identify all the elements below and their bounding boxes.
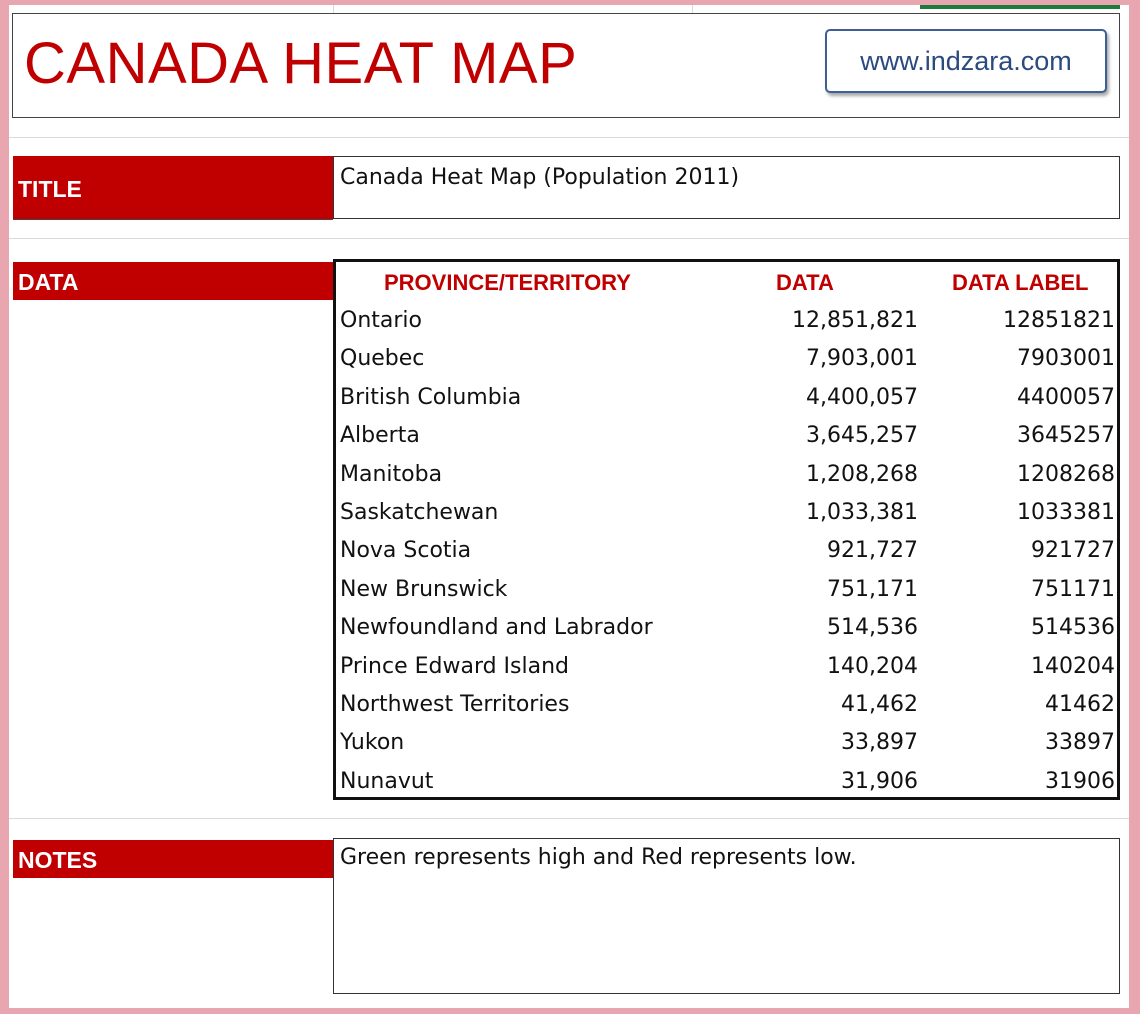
population-value: 751,171: [827, 576, 918, 602]
province-name: Nunavut: [340, 768, 434, 794]
population-label: 921727: [1031, 538, 1115, 564]
population-value: 7,903,001: [806, 346, 918, 372]
data-section-label: DATA: [13, 262, 333, 300]
population-value: 33,897: [841, 730, 918, 756]
population-value: 514,536: [827, 615, 918, 641]
gridline: [9, 818, 1129, 819]
province-name: Nova Scotia: [340, 538, 472, 564]
population-value: 140,204: [827, 653, 918, 679]
province-name: Alberta: [340, 423, 420, 449]
population-value: 3,645,257: [806, 423, 918, 449]
table-row[interactable]: [336, 650, 1117, 688]
table-row[interactable]: [336, 765, 1117, 803]
notes-section-label: NOTES: [13, 840, 333, 878]
gridline: [333, 5, 334, 13]
population-value: 4,400,057: [806, 384, 918, 410]
page-title: CANADA HEAT MAP: [24, 31, 578, 96]
population-value: 12,851,821: [792, 308, 918, 333]
province-name: Ontario: [340, 308, 422, 333]
website-link-button[interactable]: www.indzara.com: [825, 29, 1107, 93]
notes-value: Green represents high and Red represents low.: [340, 845, 857, 870]
province-name: Yukon: [340, 730, 405, 756]
table-row[interactable]: [336, 304, 1117, 342]
population-value: 1,033,381: [806, 500, 918, 525]
title-section-label: TITLE: [13, 156, 333, 219]
population-label: 751171: [1031, 576, 1115, 602]
table-row[interactable]: [336, 342, 1117, 380]
selected-cell-indicator: [920, 5, 1120, 9]
population-value: 1,208,268: [806, 461, 918, 487]
population-label: 41462: [1045, 692, 1115, 717]
data-table: [333, 259, 1120, 800]
table-row[interactable]: [336, 458, 1117, 496]
province-name: British Columbia: [340, 384, 522, 410]
population-value: 31,906: [841, 768, 918, 794]
population-label: 12851821: [1003, 308, 1115, 333]
title-underline: [13, 219, 333, 220]
province-name: Quebec: [340, 346, 425, 372]
population-label: 1033381: [1017, 500, 1115, 525]
notes-input-cell[interactable]: [333, 838, 1120, 994]
population-label: 33897: [1045, 730, 1115, 756]
population-value: 41,462: [841, 692, 918, 717]
column-header-data: DATA: [776, 270, 834, 295]
population-label: 7903001: [1017, 346, 1115, 372]
province-name: Newfoundland and Labrador: [340, 615, 653, 641]
province-name: Saskatchewan: [340, 500, 499, 525]
column-header-province: PROVINCE/TERRITORY: [384, 270, 631, 295]
column-header-data-label: DATA LABEL: [952, 270, 1089, 295]
province-name: Prince Edward Island: [340, 653, 570, 679]
table-row[interactable]: [336, 726, 1117, 764]
province-name: Manitoba: [340, 461, 443, 487]
table-row[interactable]: [336, 573, 1117, 611]
population-label: 514536: [1031, 615, 1115, 641]
title-value: Canada Heat Map (Population 2011): [340, 165, 740, 190]
population-label: 4400057: [1017, 384, 1115, 410]
gridline: [9, 238, 1129, 239]
table-row[interactable]: [336, 611, 1117, 649]
population-label: 31906: [1045, 768, 1115, 794]
population-label: 140204: [1031, 653, 1115, 679]
population-label: 1208268: [1017, 461, 1115, 487]
table-row[interactable]: [336, 688, 1117, 726]
title-input-cell[interactable]: [333, 156, 1120, 219]
table-row[interactable]: [336, 496, 1117, 534]
gridline: [692, 5, 693, 13]
province-name: Northwest Territories: [340, 692, 570, 717]
population-label: 3645257: [1017, 423, 1115, 449]
table-row[interactable]: [336, 381, 1117, 419]
gridline: [9, 137, 1129, 138]
population-value: 921,727: [827, 538, 918, 564]
table-row[interactable]: [336, 419, 1117, 457]
province-name: New Brunswick: [340, 576, 508, 602]
table-row[interactable]: [336, 534, 1117, 572]
